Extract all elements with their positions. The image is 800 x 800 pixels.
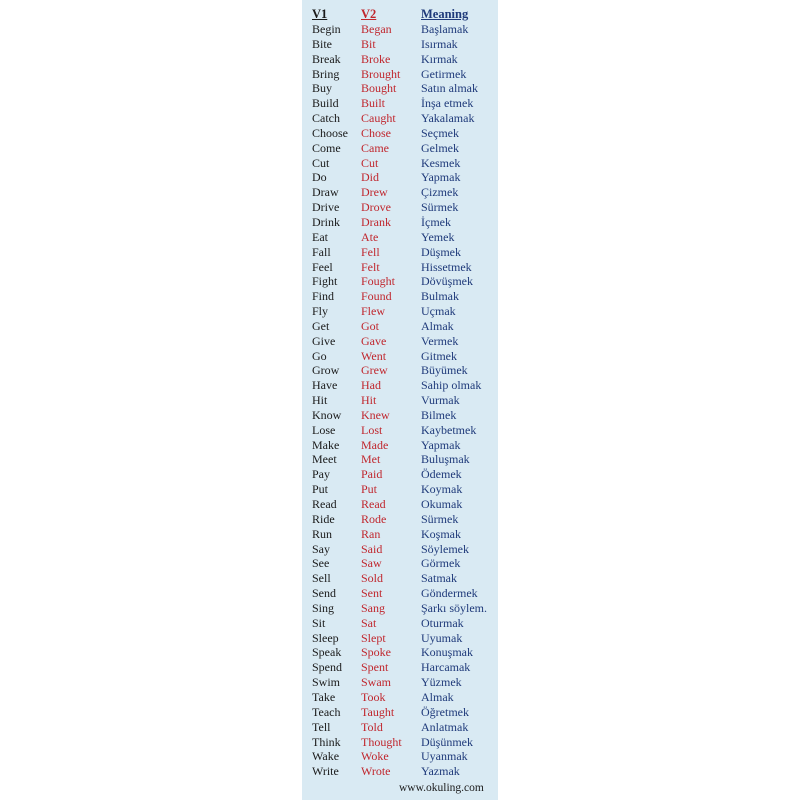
table-row [302,67,498,82]
verb-v2: Sent [361,586,383,601]
table-row [302,245,498,260]
verb-meaning: Yapmak [421,437,461,452]
table-row [302,497,498,512]
verb-v2: Got [361,318,379,333]
verb-v1: Sleep [312,630,339,645]
verb-v2: Drew [361,185,388,200]
verb-v1: Sing [312,600,335,615]
verb-v1: Catch [312,111,340,126]
verb-v1: Sit [312,615,326,630]
table-row [302,527,498,542]
verb-meaning: Söylemek [421,541,469,556]
verb-meaning: Uçmak [421,304,456,319]
verb-v2: Went [361,348,387,363]
verb-v2: Made [361,437,389,452]
verb-v1: Spend [312,660,342,675]
verb-v2: Gave [361,333,387,348]
verb-v1: Think [312,734,341,749]
table-row [302,423,498,438]
verb-v2: Bought [361,81,397,96]
verb-meaning: Bulmak [421,289,459,304]
verb-v1: Drink [312,214,340,229]
verb-meaning: Gitmek [421,348,457,363]
verb-v1: Buy [312,81,333,96]
table-row [302,586,498,601]
verb-meaning: Dövüşmek [421,274,473,289]
verb-meaning: Satmak [421,571,457,586]
verb-meaning: Göndermek [421,586,478,601]
table-row [302,200,498,215]
verb-meaning: Başlamak [421,22,469,36]
verb-v2: Found [361,289,392,304]
verb-v1: Fall [312,244,331,259]
verb-v2: Had [361,378,381,393]
website-footer[interactable]: www.okuling.com [399,782,484,794]
verb-meaning: Konuşmak [421,645,473,660]
verb-meaning: Yakalamak [421,111,475,126]
verb-meaning: Harcamak [421,660,471,675]
verb-v1: See [312,556,330,571]
verb-meaning: Yemek [421,229,455,244]
verb-meaning: Sürmek [421,511,459,526]
verb-v1: Drive [312,200,340,215]
table-row [302,764,498,779]
verb-v1: Do [312,170,327,185]
table-row [302,334,498,349]
table-row [302,378,498,393]
verb-v2: Chose [361,125,391,140]
verb-v2: Began [361,22,392,36]
verb-v1: Hit [312,393,328,408]
verb-meaning: Okumak [421,497,463,511]
verb-meaning: İnşa etmek [421,96,474,111]
verb-meaning: Öğretmek [421,704,469,719]
table-row [302,260,498,275]
table-row [302,319,498,334]
table-row [302,22,498,37]
verb-v1: Find [312,289,335,304]
table-row [302,111,498,126]
verb-v1: Bring [312,66,340,81]
verb-v1: Break [312,51,341,66]
verb-v1: Meet [312,452,337,467]
verb-v1: Have [312,378,338,393]
table-row [302,438,498,453]
verb-v2: Drove [361,200,391,215]
table-row [302,52,498,67]
table-row [302,185,498,200]
verb-v1: Feel [312,259,333,274]
verb-v1: Fight [312,274,338,289]
verb-v2: Met [361,452,381,467]
verb-v2: Thought [361,734,402,749]
table-row [302,616,498,631]
verb-v1: Say [312,541,330,556]
verb-v1: Read [312,497,337,511]
verb-v2: Ran [361,526,381,541]
verb-v1: Fly [312,304,329,319]
verb-v1: Come [312,140,341,155]
table-row [302,96,498,111]
verb-v2: Sold [361,571,384,586]
verb-meaning: Kaybetmek [421,422,477,437]
verb-meaning: Buluşmak [421,452,470,467]
verb-v2: Fought [361,274,396,289]
table-row [302,304,498,319]
table-row [302,230,498,245]
table-row [302,141,498,156]
table-row [302,289,498,304]
table-row [302,349,498,364]
verb-v2: Ate [361,229,379,244]
table-row [302,408,498,423]
verb-v1: Get [312,318,330,333]
verb-v1: Pay [312,467,330,482]
table-row [302,631,498,646]
table-row [302,690,498,705]
verb-meaning: Çizmek [421,185,459,200]
verb-meaning: Görmek [421,556,461,571]
verb-meaning: Oturmak [421,615,464,630]
verb-v1: Eat [312,229,328,244]
table-row [302,645,498,660]
verb-v1: Write [312,764,339,779]
verb-v2: Slept [361,630,386,645]
verb-v1: Sell [312,571,331,586]
verb-v1: Know [312,407,342,422]
verb-v2: Did [361,170,379,185]
verb-v2: Sang [361,600,385,615]
verb-v2: Spent [361,660,389,675]
verb-table-card [302,0,498,800]
verb-v2: Said [361,541,383,556]
table-row [302,467,498,482]
verb-meaning: Getirmek [421,66,467,81]
verb-v2: Felt [361,259,380,274]
verb-meaning: Yazmak [421,764,460,779]
verb-meaning: Anlatmak [421,719,469,734]
table-row [302,705,498,720]
verb-list [302,22,498,779]
verb-v2: Bit [361,36,376,51]
verb-meaning: Almak [421,318,454,333]
verb-v2: Read [361,497,386,511]
verb-meaning: Koşmak [421,526,461,541]
table-row [302,452,498,467]
verb-v2: Saw [361,556,382,571]
header-meaning: Meaning [421,7,469,21]
verb-v2: Lost [361,422,383,437]
table-row [302,126,498,141]
table-row [302,274,498,289]
verb-v1: Lose [312,422,336,437]
verb-v2: Hit [361,393,377,408]
verb-v2: Brought [361,66,401,81]
table-row [302,512,498,527]
table-row [302,37,498,52]
verb-meaning: Uyanmak [421,749,468,764]
verb-v2: Came [361,140,389,155]
verb-v1: Draw [312,185,339,200]
table-row [302,156,498,171]
verb-meaning: Koymak [421,482,463,497]
verb-meaning: Vurmak [421,393,460,408]
verb-meaning: Düşmek [421,244,461,259]
verb-meaning: Satın almak [421,81,478,96]
verb-v1: Run [312,526,333,541]
table-row [302,571,498,586]
verb-meaning: Sahip olmak [421,378,482,393]
verb-meaning: Düşünmek [421,734,473,749]
verb-v1: Build [312,96,339,111]
verb-v1: Choose [312,125,348,140]
table-row [302,675,498,690]
verb-v2: Rode [361,511,387,526]
table-row [302,81,498,96]
verb-meaning: Gelmek [421,140,459,155]
verb-meaning: Büyümek [421,363,468,378]
verb-meaning: Şarkı söylem. [421,600,487,615]
verb-v2: Swam [361,675,391,690]
verb-meaning: Isırmak [421,36,458,51]
verb-meaning: Ödemek [421,467,462,482]
table-row [302,601,498,616]
verb-v2: Spoke [361,645,391,660]
verb-v1: Speak [312,645,342,660]
table-row [302,482,498,497]
table-row [302,735,498,750]
table-row [302,542,498,557]
verb-meaning: Vermek [421,333,459,348]
table-header [302,7,498,23]
verb-meaning: Almak [421,689,454,704]
verb-v1: Bite [312,36,332,51]
verb-v2: Knew [361,407,390,422]
table-row [302,393,498,408]
table-row [302,363,498,378]
verb-meaning: Yüzmek [421,675,462,690]
verb-meaning: Uyumak [421,630,463,645]
table-row [302,215,498,230]
verb-meaning: Kesmek [421,155,461,170]
verb-v1: Wake [312,749,340,764]
verb-v2: Took [361,689,386,704]
verb-v2: Wrote [361,764,391,779]
verb-v2: Flew [361,304,385,319]
verb-v2: Paid [361,467,383,482]
verb-v2: Cut [361,155,379,170]
verb-meaning: Bilmek [421,407,457,422]
verb-meaning: Hissetmek [421,259,472,274]
verb-v1: Grow [312,363,340,378]
verb-v2: Broke [361,51,391,66]
verb-v2: Drank [361,214,391,229]
verb-v1: Teach [312,704,341,719]
verb-v1: Give [312,333,336,348]
table-row [302,720,498,735]
verb-v2: Fell [361,244,380,259]
header-v2: V2 [361,7,377,21]
table-row [302,170,498,185]
verb-meaning: Seçmek [421,125,459,140]
verb-v1: Swim [312,675,341,690]
verb-v2: Sat [361,615,377,630]
verb-v1: Go [312,348,327,363]
verb-meaning: İçmek [421,214,451,229]
verb-v1: Put [312,482,329,497]
verb-meaning: Yapmak [421,170,461,185]
verb-v1: Ride [312,511,335,526]
verb-v2: Taught [361,704,395,719]
verb-v2: Put [361,482,378,497]
table-row [302,556,498,571]
verb-v2: Grew [361,363,388,378]
verb-v1: Tell [312,719,331,734]
table-row [302,749,498,764]
table-row [302,660,498,675]
verb-v1: Take [312,689,336,704]
verb-v1: Send [312,586,336,601]
verb-v1: Make [312,437,340,452]
header-v1: V1 [312,7,328,21]
verb-v1: Cut [312,155,330,170]
verb-meaning: Sürmek [421,200,459,215]
verb-meaning: Kırmak [421,51,458,66]
verb-v2: Built [361,96,386,111]
verb-v2: Caught [361,111,396,126]
verb-v1: Begin [312,22,341,36]
verb-v2: Woke [361,749,389,764]
verb-v2: Told [361,719,383,734]
